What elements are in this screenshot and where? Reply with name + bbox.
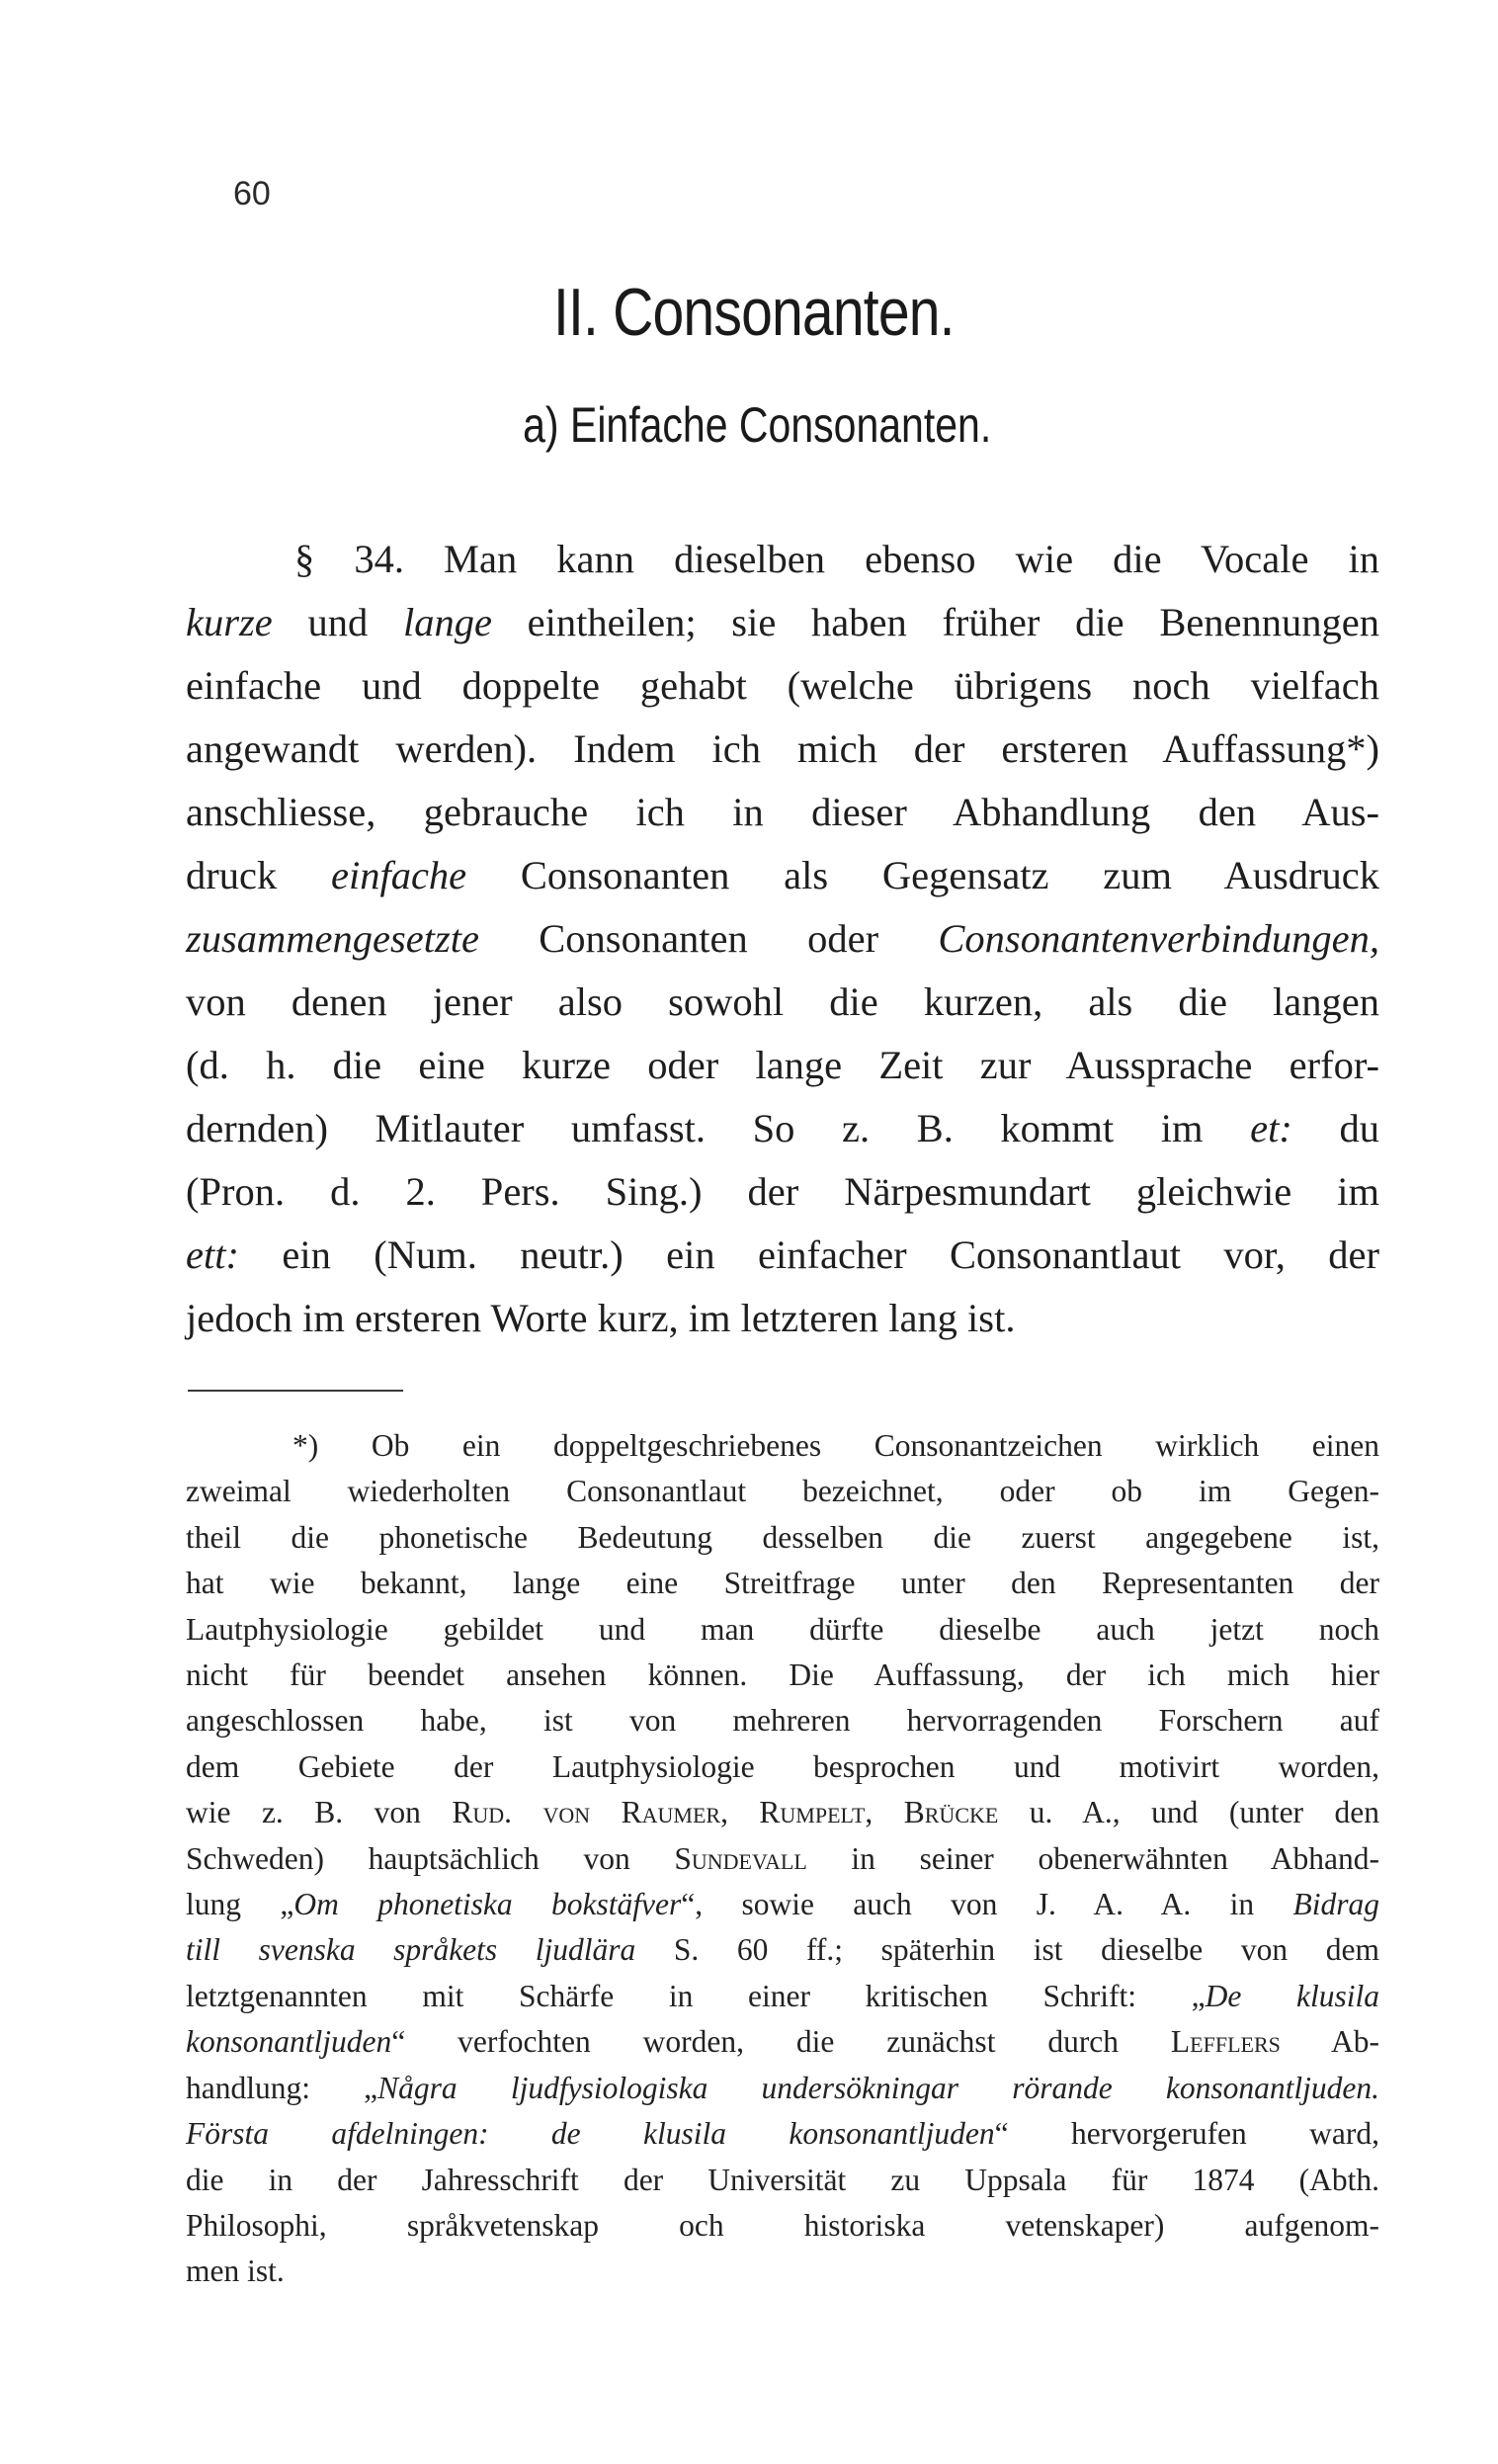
text-run: dem Gebiete der Lautphysiologie besprochen und motivirt worden, [186, 1748, 1379, 1784]
footnote-line [186, 2019, 1379, 2065]
text-run: u. A., und (unter den [998, 1795, 1379, 1830]
footnote-line [186, 1698, 1379, 1743]
paragraph-line [186, 1160, 1379, 1224]
paragraph-line [186, 1034, 1379, 1097]
text-run: druck [186, 853, 331, 897]
author-name: Rud. von Raumer [452, 1795, 721, 1830]
paragraph-line [186, 907, 1379, 971]
page-number: 60 [233, 175, 271, 212]
text-run: von denen jener also sowohl die kurzen, als die langen [186, 979, 1379, 1024]
italic-term: kurze [186, 600, 273, 644]
text-run: Consonanten oder [478, 916, 939, 961]
text-run: lung „ [186, 1887, 294, 1922]
text-run: zweimal wiederholten Consonantlaut bezeichnet, oder ob im Gegen- [186, 1474, 1379, 1509]
italic-term: einfache [330, 853, 467, 897]
text-run: Philosophi, språkvetenskap och historiska vetenskaper) aufgenom- [186, 2207, 1379, 2243]
paragraph-line [186, 528, 1379, 591]
footnote-line [186, 1423, 1379, 1469]
text-run: anschliesse, gebrauche ich in dieser Abhandlung den Aus- [186, 790, 1379, 834]
text-run: dernden) Mitlauter umfasst. So z. B. kommt im [186, 1106, 1251, 1150]
text-run: du [1291, 1106, 1380, 1150]
section-title: a) Einfache Consonanten. [523, 397, 992, 453]
text-run: § 34. Man kann dieselben ebenso wie die Vocale in [294, 537, 1379, 581]
footnote-line [186, 1836, 1379, 1882]
italic-title: Några ljudfysiologiska undersökningar rörande konsonantljuden. [377, 2070, 1379, 2105]
text-run: angeschlossen habe, ist von mehreren hervorragenden Forschern auf [186, 1703, 1379, 1739]
paragraph-line [186, 971, 1379, 1034]
text-run: Schweden) hauptsächlich von [186, 1840, 675, 1876]
italic-title: Bidrag [1292, 1887, 1380, 1922]
italic-title: Första afdelningen: de klusila konsonantljuden [186, 2116, 995, 2152]
paragraph-line [186, 591, 1379, 654]
text-run: Consonanten als Gegensatz zum Ausdruck [466, 853, 1379, 897]
italic-title: till svenska språkets ljudlära [186, 1932, 636, 1968]
paragraph-line [186, 718, 1379, 781]
footnote-line [186, 1515, 1379, 1561]
italic-term: et: [1250, 1106, 1292, 1150]
text-run: letztgenannten mit Schärfe in einer kritischen Schrift: „ [186, 1978, 1206, 2013]
footnote-line [186, 1744, 1379, 1790]
text-run: und [272, 600, 403, 644]
text-run: men ist. [186, 2253, 285, 2289]
footnote-line [186, 1469, 1379, 1514]
footnote-line [186, 2158, 1379, 2203]
text-run: handlung: „ [186, 2070, 378, 2105]
text-run: “ verfochten worden, die zunächst durch [391, 2024, 1171, 2060]
footnote-line [186, 2111, 1379, 2157]
italic-term: zusammengesetzte [186, 916, 479, 961]
paragraph-line [186, 654, 1379, 718]
text-run: (Pron. d. 2. Pers. Sing.) der Närpesmundart gleichwie im [186, 1169, 1379, 1214]
author-name: Rumpelt [759, 1795, 866, 1830]
text-run: “, sowie auch von J. A. A. in [681, 1887, 1293, 1922]
footnote-line [186, 2249, 1379, 2294]
text-run: S. 60 ff.; späterhin ist dieselbe von dem [635, 1932, 1379, 1968]
footnote [186, 1423, 1379, 2295]
text-run: die in der Jahresschrift der Universität zu Uppsala für 1874 (Abth. [186, 2162, 1379, 2197]
text-run: , [720, 1795, 760, 1830]
paragraph-line [186, 1224, 1379, 1287]
footnote-line [186, 1607, 1379, 1653]
paragraph-line [186, 844, 1379, 907]
text-run: nicht für beendet ansehen können. Die Auffassung, der ich mich hier [186, 1657, 1379, 1693]
italic-term: ett: [186, 1232, 239, 1277]
footnote-line [186, 1653, 1379, 1698]
chapter-title: II. Consonanten. [552, 275, 955, 350]
text-run: *) Ob ein doppeltgeschriebenes Consonantzeichen wirklich einen [292, 1428, 1379, 1463]
author-name: Sundevall [674, 1840, 807, 1876]
paragraph-line [186, 1097, 1379, 1160]
text-run: in seiner obenerwähnten Abhand- [806, 1840, 1379, 1876]
text-run: theil die phonetische Bedeutung desselben die zuerst angegebene ist, [186, 1519, 1379, 1555]
author-name: Lefflers [1170, 2024, 1281, 2060]
text-run: einfache und doppelte gehabt (welche übrigens noch vielfach [186, 663, 1379, 708]
text-run: angewandt werden). Indem ich mich der ersteren Auffassung*) [186, 726, 1379, 771]
footnote-line [186, 2203, 1379, 2249]
text-run: jedoch im ersteren Worte kurz, im letzteren lang ist. [186, 1296, 1016, 1340]
text-run: hat wie bekannt, lange eine Streitfrage unter den Representanten der [186, 1566, 1379, 1601]
text-run: ein (Num. neutr.) ein einfacher Consonantlaut vor, der [238, 1232, 1379, 1277]
text-run: “ hervorgerufen ward, [994, 2116, 1379, 2152]
italic-term: Consonantenverbindungen, [938, 916, 1379, 961]
italic-title: konsonantljuden [186, 2024, 392, 2060]
main-paragraph [186, 528, 1379, 1350]
text-run: , [865, 1795, 904, 1830]
footnote-line [186, 2066, 1379, 2111]
italic-title: De klusila [1205, 1978, 1379, 2013]
text-run: Ab- [1280, 2024, 1379, 2060]
footnote-separator [188, 1390, 403, 1392]
text-run: wie z. B. von [186, 1795, 453, 1830]
text-run: (d. h. die eine kurze oder lange Zeit zur Aussprache erfor- [186, 1043, 1379, 1087]
italic-term: lange [402, 600, 492, 644]
paragraph-line [186, 1287, 1379, 1350]
footnote-line [186, 1974, 1379, 2019]
italic-title: Om phonetiska bokstäfver [293, 1887, 682, 1922]
author-name: Brücke [903, 1795, 999, 1830]
footnote-line [186, 1561, 1379, 1606]
paragraph-line [186, 781, 1379, 844]
footnote-line [186, 1790, 1379, 1835]
footnote-line [186, 1882, 1379, 1927]
text-run: Lautphysiologie gebildet und man dürfte dieselbe auch jetzt noch [186, 1611, 1379, 1647]
footnote-line [186, 1927, 1379, 1973]
text-run: eintheilen; sie haben früher die Benennungen [491, 600, 1380, 644]
